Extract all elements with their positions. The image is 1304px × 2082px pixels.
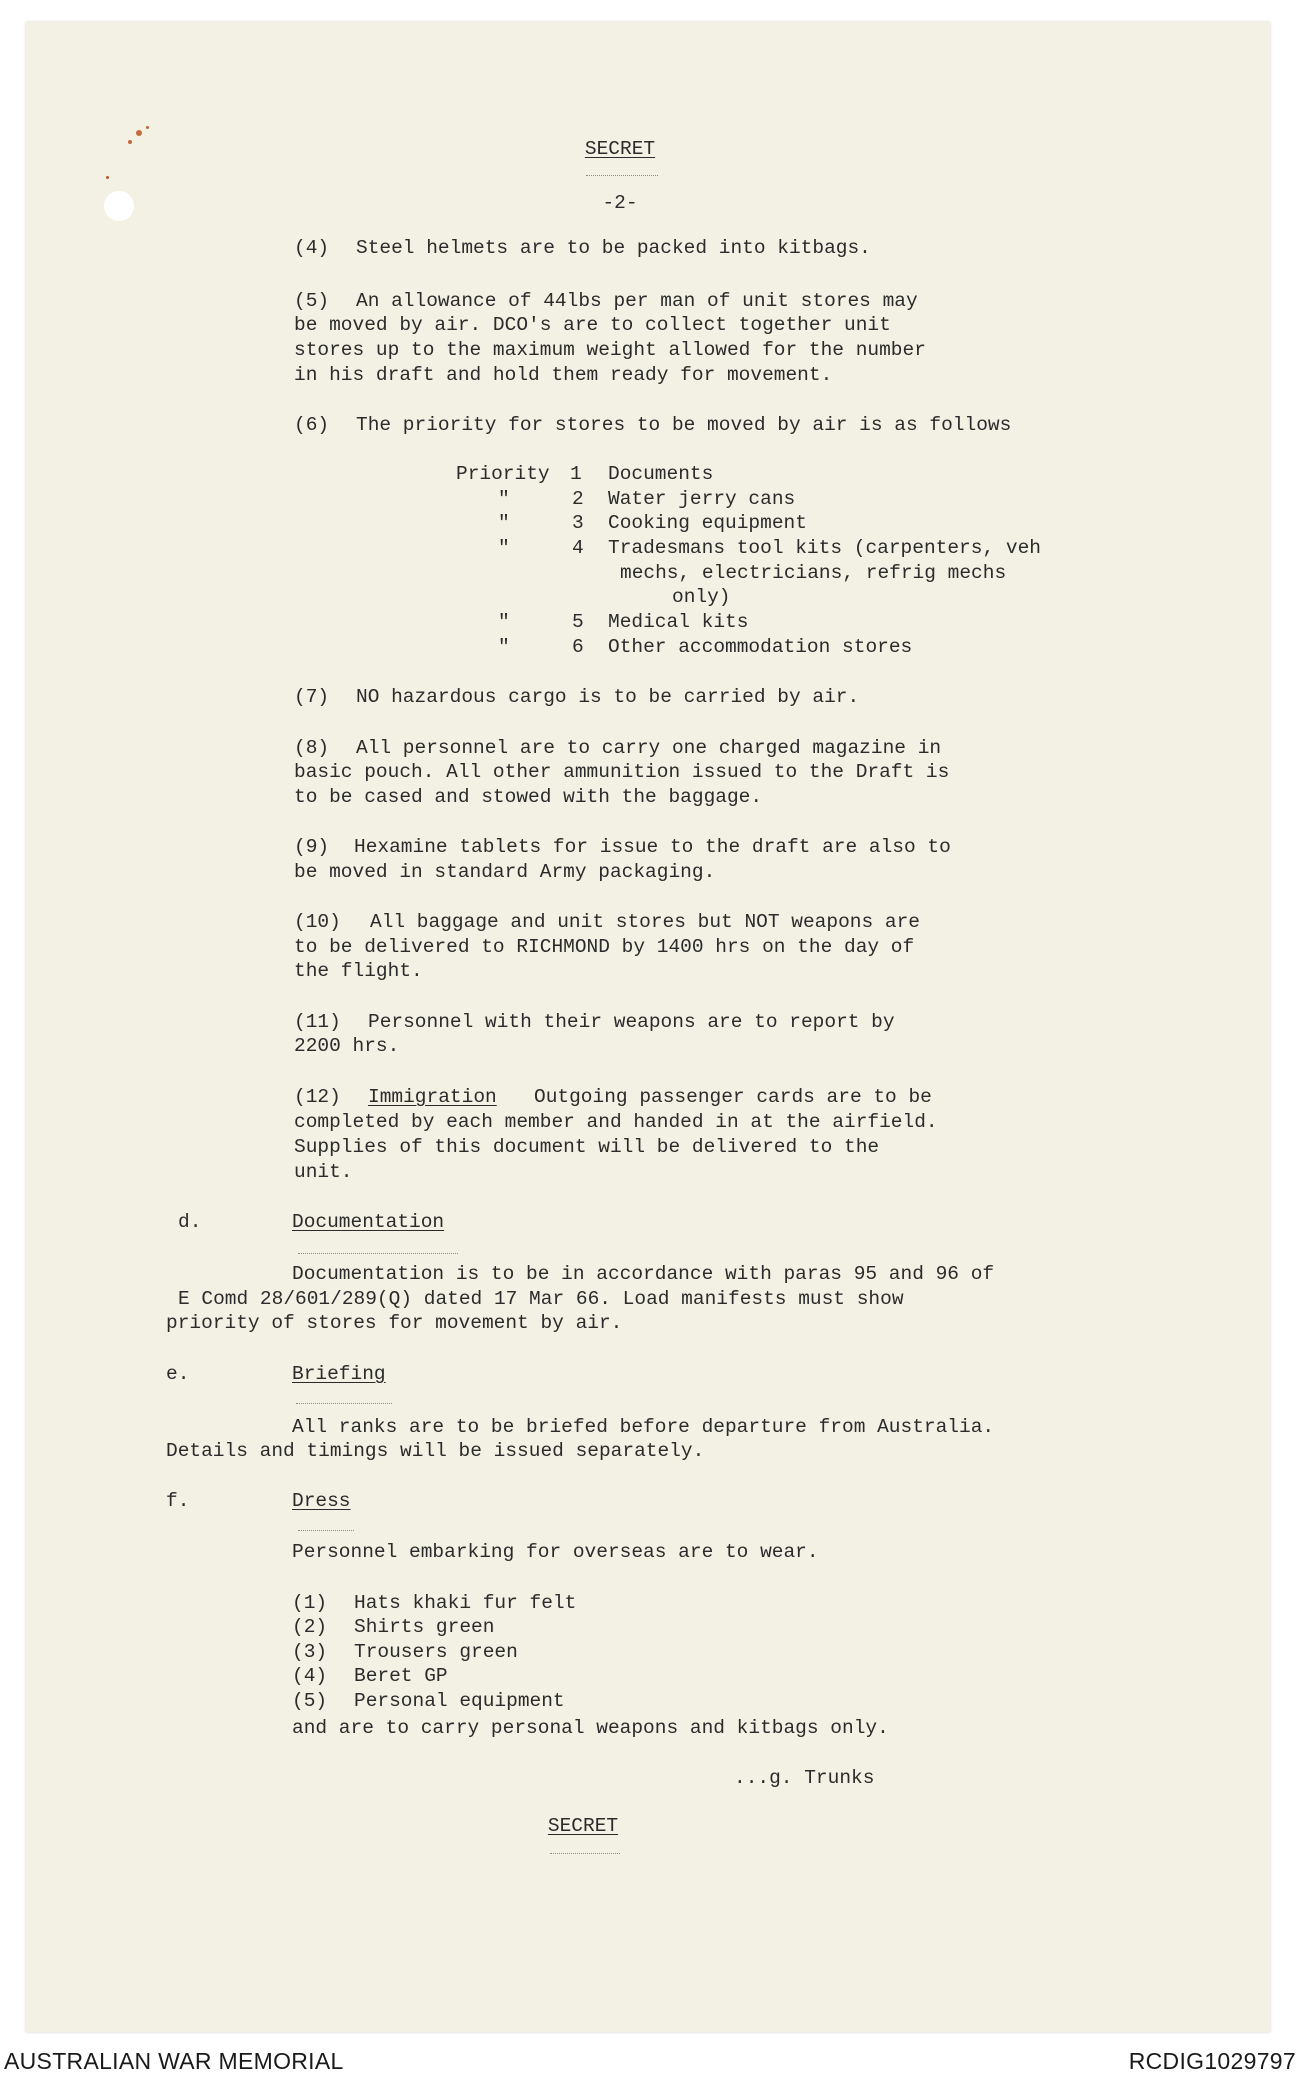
- para-line: All personnel are to carry one charged magazine in: [356, 737, 942, 759]
- archive-reference: RCDIG1029797: [1128, 2048, 1296, 2074]
- section-line: priority of stores for movement by air.: [166, 1312, 623, 1334]
- para-line: be moved in standard Army packaging.: [294, 861, 716, 883]
- priority-item: Medical kits: [608, 611, 749, 633]
- para-line: to be cased and stowed with the baggage.: [294, 786, 763, 808]
- para-line: unit.: [294, 1161, 353, 1183]
- para-line: stores up to the maximum weight allowed for the number: [294, 339, 926, 361]
- dress-item-number: (3): [292, 1641, 328, 1663]
- section-line: All ranks are to be briefed before departure from Australia.: [292, 1416, 995, 1438]
- priority-number: 6: [572, 636, 584, 658]
- ditto-mark: ": [498, 537, 510, 559]
- dress-item-number: (5): [292, 1690, 328, 1712]
- archive-credit: AUSTRALIAN WAR MEMORIAL: [4, 2048, 344, 2074]
- para-number: (5): [294, 290, 330, 312]
- priority-item-continued: mechs, electricians, refrig mechs: [620, 562, 1007, 584]
- para-number: (6): [294, 414, 330, 436]
- para-number: (9): [294, 836, 330, 858]
- classification-footer: SECRET: [547, 1815, 619, 1837]
- para-line: Hexamine tablets for issue to the draft are also to: [354, 836, 951, 858]
- para-line: 2200 hrs.: [294, 1035, 400, 1057]
- para-line: in his draft and hold them ready for movement.: [294, 364, 833, 386]
- ditto-mark: ": [498, 636, 510, 658]
- priority-number: 5: [572, 611, 584, 633]
- dress-item: Trousers green: [354, 1641, 518, 1663]
- dotted-rule: [298, 1253, 458, 1254]
- ditto-mark: ": [498, 488, 510, 510]
- ditto-mark: ": [498, 611, 510, 633]
- para-line: All baggage and unit stores but NOT weapons are: [370, 911, 920, 933]
- dress-item: Personal equipment: [354, 1690, 565, 1712]
- page-number: -2-: [602, 192, 638, 214]
- para-text: NO hazardous cargo is to be carried by air.: [356, 686, 860, 708]
- section-line: E Comd 28/601/289(Q) dated 17 Mar 66. Load manifests must show: [178, 1288, 904, 1310]
- section-letter: e.: [166, 1363, 190, 1385]
- immigration-heading: Immigration: [368, 1086, 497, 1108]
- priority-number: 4: [572, 537, 584, 559]
- dress-item: Shirts green: [354, 1616, 495, 1638]
- para-number: (12): [294, 1086, 341, 1108]
- section-line: Details and timings will be issued separately.: [166, 1440, 705, 1462]
- para-number: (10): [294, 911, 341, 933]
- priority-number: 3: [572, 512, 584, 534]
- para-line: completed by each member and handed in at the airfield.: [294, 1111, 938, 1133]
- para-text: Steel helmets are to be packed into kitbags.: [356, 237, 871, 259]
- rust-stain: [136, 130, 142, 136]
- priority-label: Priority: [456, 463, 550, 485]
- priority-item: Water jerry cans: [608, 488, 796, 510]
- dress-item: Beret GP: [354, 1665, 448, 1687]
- rust-stain: [146, 126, 149, 129]
- para-number: (4): [294, 237, 330, 259]
- priority-item: Other accommodation stores: [608, 636, 913, 658]
- para-line: basic pouch. All other ammunition issued to the Draft is: [294, 761, 950, 783]
- section-letter: f.: [166, 1490, 190, 1512]
- section-letter: d.: [178, 1211, 202, 1233]
- priority-number: 1: [570, 463, 582, 485]
- dotted-rule: [298, 1530, 354, 1531]
- para-line: An allowance of 44lbs per man of unit stores may: [356, 290, 918, 312]
- para-line: to be delivered to RICHMOND by 1400 hrs on the day of: [294, 936, 915, 958]
- para-line: be moved by air. DCO's are to collect together unit: [294, 314, 891, 336]
- para-line: the flight.: [294, 960, 423, 982]
- para-number: (11): [294, 1011, 341, 1033]
- rust-stain: [128, 140, 132, 144]
- section-line: and are to carry personal weapons and kitbags only.: [292, 1717, 889, 1739]
- para-line: Supplies of this document will be delivered to the: [294, 1136, 880, 1158]
- priority-item: Cooking equipment: [608, 512, 807, 534]
- priority-number: 2: [572, 488, 584, 510]
- dotted-rule: [586, 175, 658, 176]
- para-number: (8): [294, 737, 330, 759]
- priority-item-continued: only): [672, 586, 731, 608]
- dotted-rule: [550, 1853, 620, 1854]
- para-number: (7): [294, 686, 330, 708]
- documentation-heading: Documentation: [292, 1211, 445, 1233]
- para-text: The priority for stores to be moved by air is as follows: [356, 414, 1012, 436]
- dress-item: Hats khaki fur felt: [354, 1592, 577, 1614]
- dress-item-number: (1): [292, 1592, 328, 1614]
- rust-stain: [106, 176, 109, 179]
- section-line: Personnel embarking for overseas are to wear.: [292, 1541, 819, 1563]
- dress-item-number: (2): [292, 1616, 328, 1638]
- priority-item: Tradesmans tool kits (carpenters, veh: [608, 537, 1041, 559]
- classification-header: SECRET: [584, 138, 656, 160]
- ditto-mark: ": [498, 512, 510, 534]
- punch-hole: [104, 191, 134, 221]
- para-line: Personnel with their weapons are to report by: [368, 1011, 895, 1033]
- dress-heading: Dress: [292, 1490, 351, 1512]
- section-line: Documentation is to be in accordance with paras 95 and 96 of: [292, 1263, 995, 1285]
- briefing-heading: Briefing: [292, 1363, 386, 1385]
- dress-item-number: (4): [292, 1665, 328, 1687]
- priority-item: Documents: [608, 463, 714, 485]
- para-line: Outgoing passenger cards are to be: [534, 1086, 932, 1108]
- dotted-rule: [296, 1403, 392, 1404]
- continuation-note: ...g. Trunks: [734, 1767, 875, 1789]
